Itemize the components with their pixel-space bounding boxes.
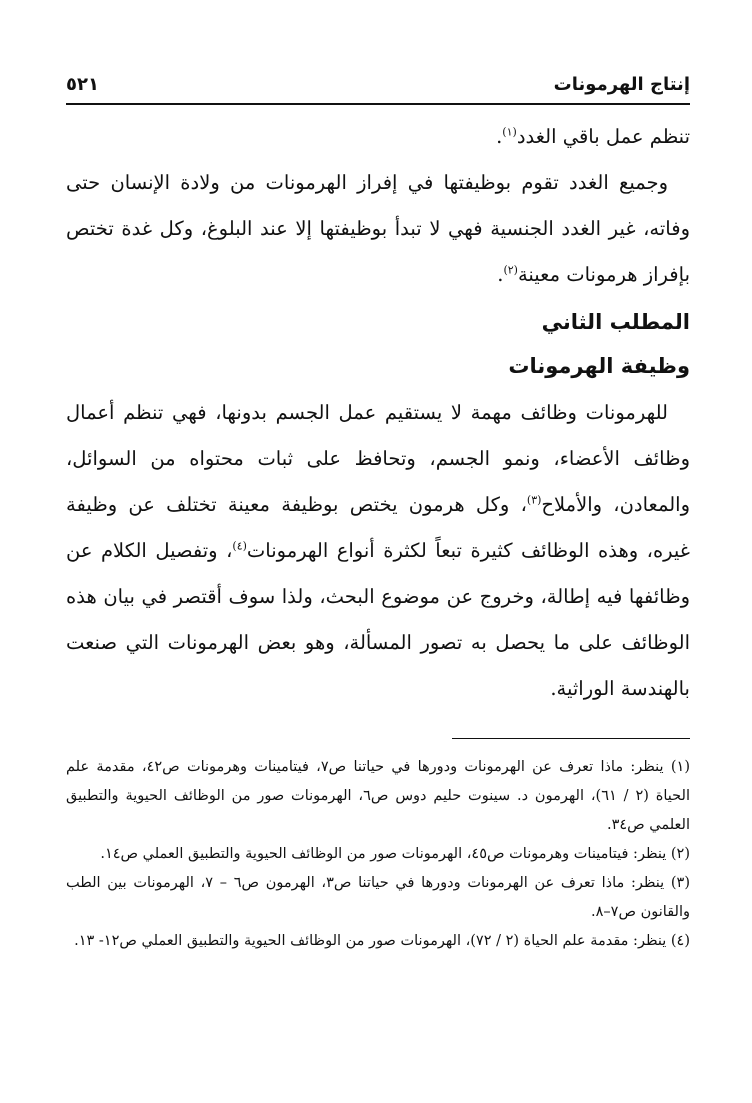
footnote-number: (٢) xyxy=(670,846,690,862)
footnote-ref-2: (٢) xyxy=(503,263,518,277)
footnote-text: ينظر: ماذا تعرف عن الهرمونات ودورها في حياتنا ص٣، الهرمون ص٦ – ٧، الهرمونات بين الطب والقانون ص٧–٨. xyxy=(66,875,690,920)
paragraph-3-text-a: للهرمونات وظائف مهمة لا يستقيم عمل الجسم بدونها، فهي تنظم أعمال وظائف الأعضاء، ونمو الجسم، وتحافظ على ثبات محتواه من السوائل، والمعادن، والأملاح xyxy=(66,401,690,516)
section-subheading: وظيفة الهرمونات xyxy=(508,354,690,378)
paragraph-1-end: . xyxy=(496,125,503,148)
book-page xyxy=(66,60,690,1070)
header-rule xyxy=(66,103,690,105)
footnote-1 xyxy=(66,753,690,840)
footnote-ref-1: (١) xyxy=(502,125,517,139)
footnotes xyxy=(66,753,690,956)
footnote-number: (٣) xyxy=(670,875,690,891)
paragraph-3-text-c: ، وتفصيل الكلام عن وظائفها فيه إطالة، وخروج عن موضوع البحث، ولذا سوف أقتصر في بيان هذه الوظائف على ما يحصل به تصور المسألة، وهو بعض الهرمونات التي صنعت بالهندسة الوراثية. xyxy=(66,539,690,700)
footnote-4 xyxy=(66,927,690,956)
footnote-2 xyxy=(66,840,690,869)
page-number: ٥٢١ xyxy=(66,74,99,95)
footnote-number: (٤) xyxy=(670,933,690,949)
paragraph-3 xyxy=(66,390,690,712)
paragraph-1 xyxy=(66,114,690,160)
paragraph-2-end: . xyxy=(497,263,504,286)
footnote-text: ينظر: فيتامينات وهرمونات ص٤٥، الهرمونات صور من الوظائف الحيوية والتطبيق العملي ص١٤. xyxy=(100,846,667,862)
body-text xyxy=(66,114,690,712)
section-headings xyxy=(66,300,690,388)
footnote-text: ينظر: مقدمة علم الحياة (٢ / ٧٢)، الهرمونات صور من الوظائف الحيوية والتطبيق العملي ص١٢- ١٣. xyxy=(74,933,667,949)
footnote-3 xyxy=(66,869,690,927)
footnote-ref-4: (٤) xyxy=(232,539,247,553)
paragraph-2 xyxy=(66,160,690,298)
footnote-text: ينظر: ماذا تعرف عن الهرمونات ودورها في حياتنا ص٧، فيتامينات وهرمونات ص٤٢، مقدمة علم الحياة (٢ / ٦١)، الهرمون د. سينوت حليم دوس ص٦، الهرمونات صور من الوظائف الحيوية والتطبيق العلمي ص٣٤. xyxy=(66,759,690,833)
paragraph-3-text-b: ، وكل هرمون يختص بوظيفة معينة تختلف عن وظيفة غيره، وهذه الوظائف كثيرة تبعاً لكثرة أنواع الهرمونات xyxy=(66,493,690,562)
paragraph-2-text: وجميع الغدد تقوم بوظيفتها في إفراز الهرمونات من ولادة الإنسان حتى وفاته، غير الغدد الجنسية فهي لا تبدأ بوظيفتها إلا عند البلوغ، وكل غدة تختص بإفراز هرمونات معينة xyxy=(66,171,690,286)
section-heading: المطلب الثاني xyxy=(541,310,690,334)
footnote-number: (١) xyxy=(670,759,691,775)
footnote-ref-3: (٣) xyxy=(526,493,542,507)
footnote-separator xyxy=(452,738,690,739)
paragraph-1-text: تنظم عمل باقي الغدد xyxy=(516,125,690,148)
page-header xyxy=(66,60,690,94)
running-title: إنتاج الهرمونات xyxy=(553,74,690,95)
